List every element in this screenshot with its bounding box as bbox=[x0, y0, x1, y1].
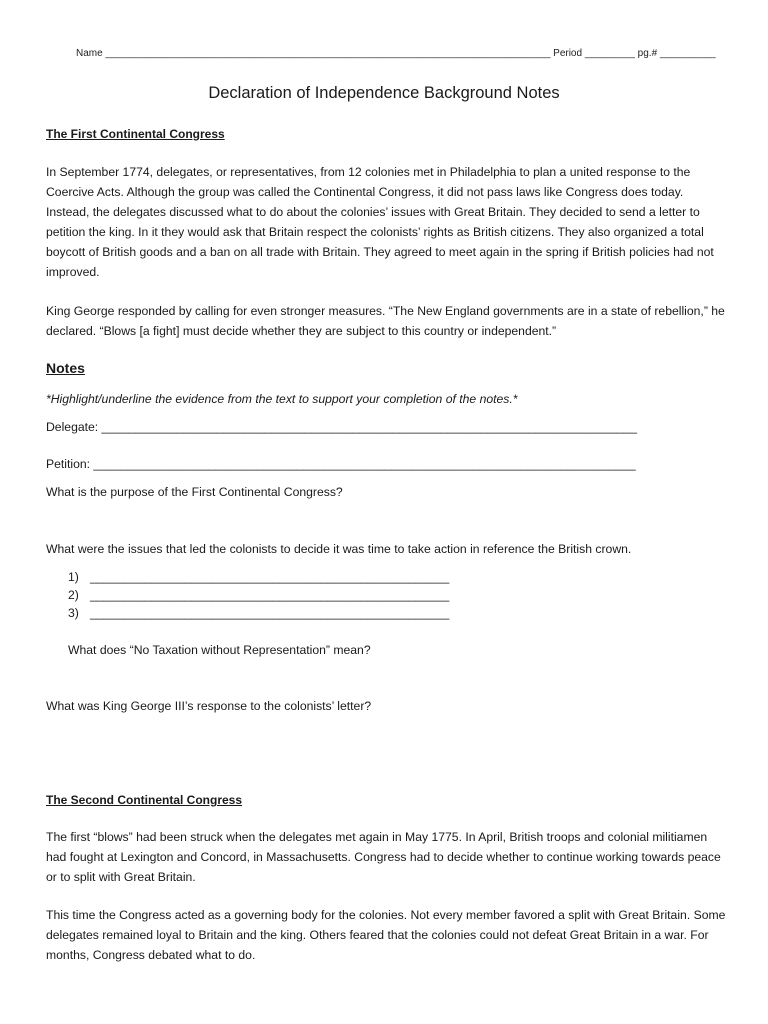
issue-list-item[interactable] bbox=[68, 570, 449, 584]
notes-instruction: *Highlight/underline the evidence from the text to support your completion of the notes.* bbox=[46, 392, 518, 406]
name-period-header: Name ________________________________________________________________________________ Period _________ pg.# __________ bbox=[76, 48, 716, 59]
issue-list-item[interactable] bbox=[68, 588, 449, 602]
page-title: Declaration of Independence Background Notes bbox=[208, 84, 560, 102]
paragraph-first-congress-1: In September 1774, delegates, or representatives, from 12 colonies met in Philadelphia to plan a united response to the Coercive Acts. Although the group was called the Continental Congress, it did not pass laws like Congress does today. Instead, the delegates discussed what to do about the colonies’ issues with Great Britain. They decided to send a letter to petition the king. In it they would ask that Britain respect the colonists’ rights as British citizens. They also organized a total boycott of British goods and a ban on all trade with Britain. They agreed to meet again in the spring if British policies had not improved. bbox=[46, 165, 714, 279]
section-heading-first-congress: The First Continental Congress bbox=[46, 127, 225, 141]
question-purpose: What is the purpose of the First Continental Congress? bbox=[46, 485, 343, 499]
list-number: 3) bbox=[68, 606, 79, 620]
question-issues: What were the issues that led the colonists to decide it was time to take action in reference the British crown. bbox=[46, 542, 632, 556]
notes-heading: Notes bbox=[46, 360, 85, 376]
paragraph-first-congress-2: King George responded by calling for even stronger measures. “The New England governments are in a state of rebellion,” he declared. “Blows [a fight] must decide whether they are subject to this country or independent.” bbox=[46, 304, 725, 338]
list-number: 2) bbox=[68, 588, 79, 602]
delegate-blank[interactable]: Delegate: _______________________________________________________________________________ bbox=[46, 420, 638, 434]
section-heading-second-congress: The Second Continental Congress bbox=[46, 793, 243, 807]
list-number: 1) bbox=[68, 570, 79, 584]
list-blank-line: _____________________________________________________ bbox=[90, 570, 450, 584]
question-taxation: What does “No Taxation without Representation” mean? bbox=[68, 643, 371, 657]
paragraph-second-congress-1: The first “blows” had been struck when the delegates met again in May 1775. In April, British troops and colonial militiamen had fought at Lexington and Concord, in Massachusetts. Congress had to decide whether to continue working towards peace or to split with Great Britain. bbox=[46, 830, 721, 884]
list-blank-line: _____________________________________________________ bbox=[90, 606, 450, 620]
issue-list-item[interactable] bbox=[68, 606, 449, 620]
paragraph-second-congress-2: This time the Congress acted as a governing body for the colonies. Not every member favored a split with Great Britain. Some delegates remained loyal to Britain and the king. Others feared that the colonies could not defeat Great Britain in a war. For months, Congress debated what to do. bbox=[46, 908, 726, 962]
list-blank-line: _____________________________________________________ bbox=[90, 588, 450, 602]
question-king-response: What was King George III’s response to the colonists’ letter? bbox=[46, 699, 372, 713]
petition-blank[interactable]: Petition: ________________________________________________________________________________ bbox=[46, 457, 636, 471]
